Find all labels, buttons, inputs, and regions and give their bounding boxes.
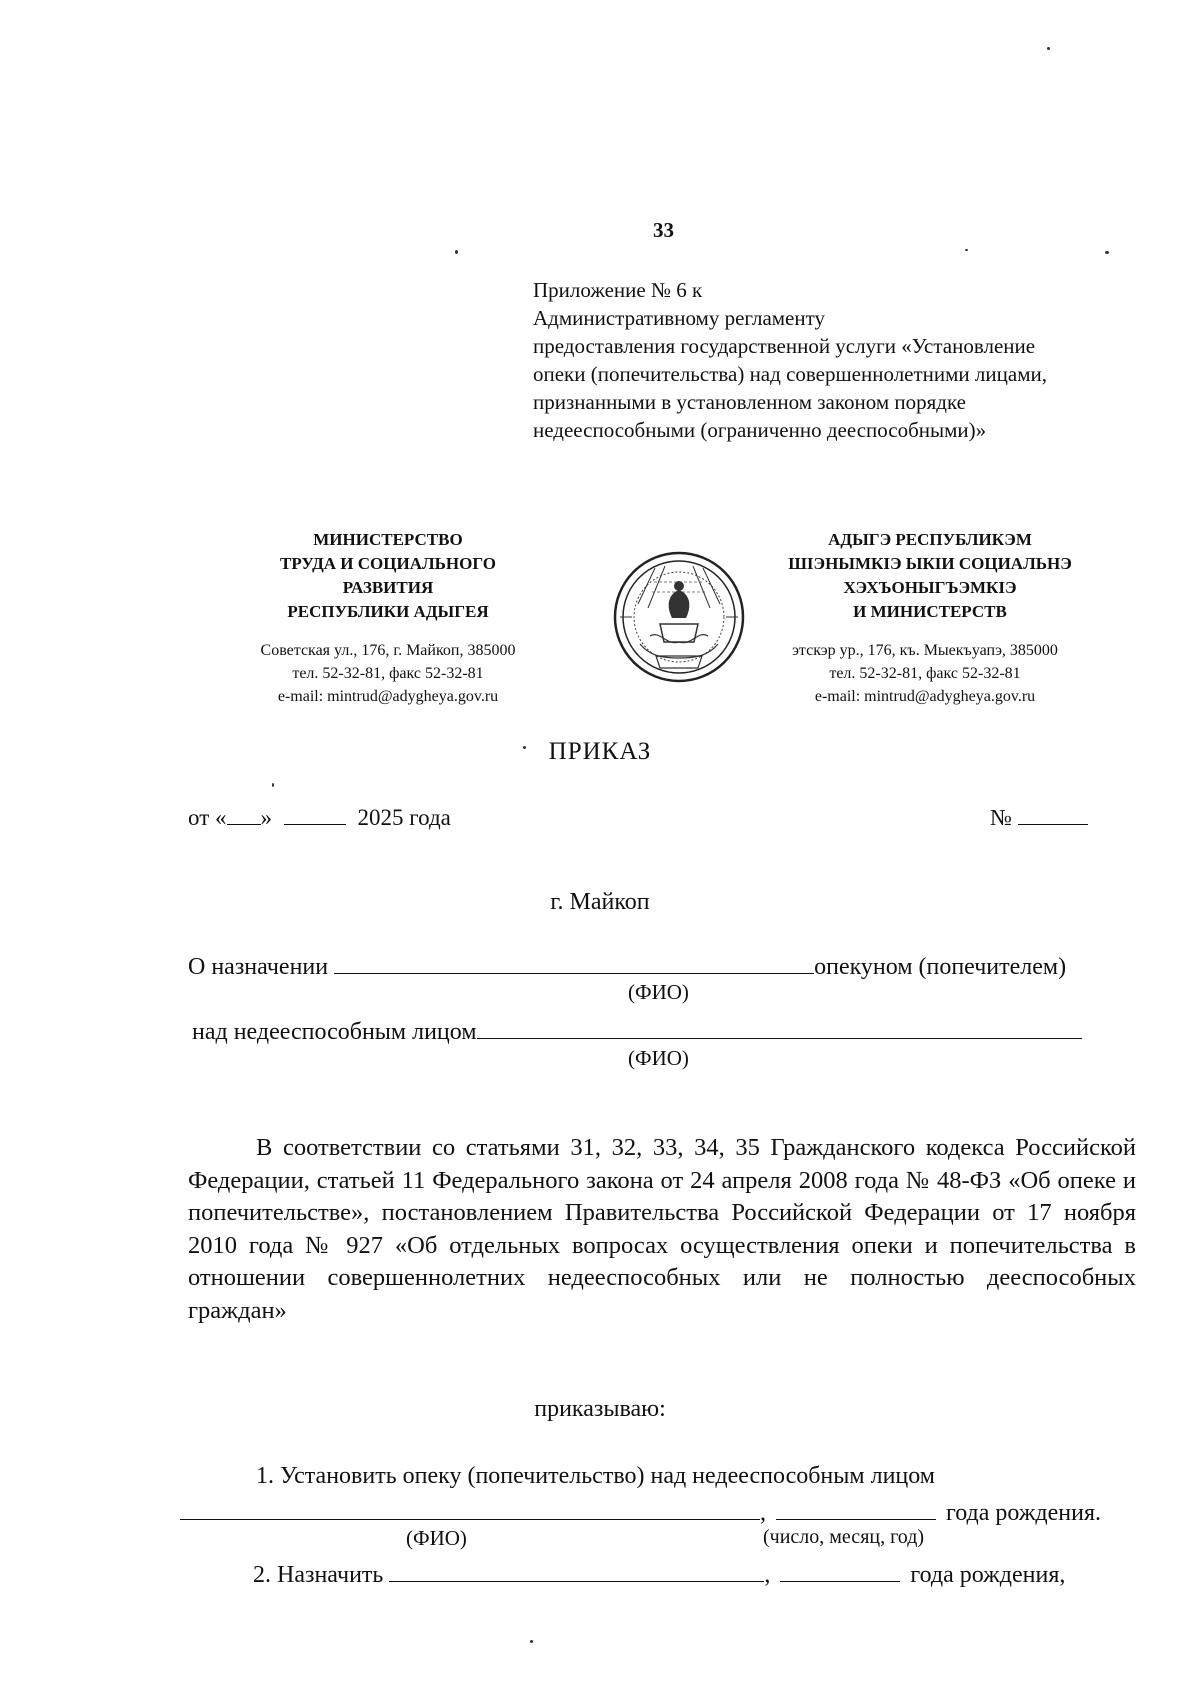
ministry-name-line: РЕСПУБЛИКИ АДЫГЕЯ: [287, 602, 489, 621]
appendix-line: Административному регламенту: [533, 306, 826, 330]
order-number-line: [990, 800, 1088, 831]
fio-label: (ФИО): [628, 1046, 689, 1070]
ministry-name-line: МИНИСТЕРСТВО: [313, 530, 463, 549]
ministry-name-line: ШIЭНЫМКIЭ ЫКIИ СОЦИАЛЬНЭ: [788, 554, 1072, 573]
address: Советская ул., 176, г. Майкоп, 385000: [260, 642, 516, 659]
ministry-name-line: РАЗВИТИЯ: [342, 578, 434, 597]
item-2-text: [253, 1556, 1065, 1589]
phone: тел. 52-32-81, факс 52-32-81: [829, 665, 1021, 682]
city: г. Майкоп: [550, 889, 650, 915]
birth-date-blank: [776, 1494, 936, 1520]
scan-speck: [965, 249, 968, 251]
appendix-line: признанными в установленном законом порядке: [533, 390, 966, 414]
item-2-suffix: года рождения,: [910, 1562, 1066, 1589]
order-word: приказываю:: [534, 1396, 666, 1422]
date-quote-close: »: [260, 805, 272, 831]
ministry-contacts-adyghe: [735, 639, 1115, 708]
item-1-text: 1. Установить опеку (попечительство) над недееспособным лицом: [256, 1463, 935, 1489]
email: e-mail: mintrud@adygheya.gov.ru: [814, 688, 1036, 705]
subject-line-2: [192, 1013, 1082, 1046]
preamble-paragraph: В соответствии со статьями 31, 32, 33, 34, 35 Гражданского кодекса Российской Федерации, статьей 11 Федерального закона от 24 апреля 2008 года № 48-ФЗ «Об опеке и попечительстве», постановлением Правительства Российской Федерации от 17 ноября 2010 года № 927 «Об отдельных вопросах осуществления опеки и попечительства в отношении совершеннолетних недееспособных или не полностью дееспособных граждан»: [188, 1134, 1136, 1324]
address: этскэр ур., 176, къ. Мыекъуапэ, 385000: [792, 642, 1058, 659]
coat-of-arms-icon: [610, 546, 748, 688]
date-label: (число, месяц, год): [763, 1526, 925, 1548]
appendix-line: Приложение № 6 к: [533, 278, 703, 302]
ward-name-blank: [180, 1494, 760, 1520]
ministry-name-line: И МИНИСТЕРСТВ: [853, 602, 1007, 621]
ministry-name-line: ХЭХЪОНЫГЪЭМКIЭ: [843, 578, 1017, 597]
appendix-line: предоставления государственной услуги «Установление: [533, 334, 1036, 358]
ministry-name-russian: [218, 528, 558, 624]
subject-line-1: [188, 948, 1066, 981]
guardian-name-blank: [389, 1556, 764, 1582]
appendix-line: недееспособными (ограниченно дееспособными)»: [533, 418, 987, 442]
order-date-line: [188, 800, 451, 831]
ministry-contacts-russian: [208, 639, 568, 708]
scan-speck: [455, 250, 458, 254]
ward-name-blank: [477, 1013, 1082, 1039]
guardian-name-blank: [334, 948, 814, 974]
scan-speck: [1047, 47, 1050, 50]
ministry-name-adyghe: [740, 528, 1120, 624]
document-title: ПРИКАЗ: [548, 738, 652, 765]
item-2-prefix: 2. Назначить: [253, 1562, 384, 1589]
comma: ,: [760, 1500, 766, 1527]
date-prefix: от «: [188, 805, 227, 831]
month-blank: [284, 800, 346, 825]
day-blank: [227, 800, 261, 825]
scan-speck: [530, 1640, 533, 1643]
comma: ,: [764, 1562, 771, 1589]
item-1-suffix: года рождения.: [946, 1500, 1101, 1527]
subject-prefix: О назначении: [188, 954, 329, 981]
subject-suffix: опекуном (попечителем): [814, 954, 1067, 981]
scan-speck: [272, 783, 274, 787]
ministry-name-line: АДЫГЭ РЕСПУБЛИКЭМ: [828, 530, 1032, 549]
item-1-line-2: [180, 1494, 1101, 1527]
page-number: 33: [653, 218, 674, 242]
ministry-name-line: ТРУДА И СОЦИАЛЬНОГО: [280, 554, 496, 573]
appendix-note: [533, 276, 1133, 444]
scan-speck: [1105, 251, 1109, 254]
birth-date-blank: [780, 1556, 900, 1582]
email: e-mail: mintrud@adygheya.gov.ru: [277, 688, 499, 705]
subject-line2-prefix: над недееспособным лицом: [192, 1019, 477, 1046]
number-blank: [1018, 800, 1088, 825]
date-year: 2025 года: [357, 805, 451, 831]
appendix-line: опеки (попечительства) над совершеннолетними лицами,: [533, 362, 1047, 386]
phone: тел. 52-32-81, факс 52-32-81: [292, 665, 484, 682]
scan-speck: [523, 746, 526, 749]
fio-label: (ФИО): [406, 1526, 467, 1550]
number-sign: №: [990, 805, 1012, 831]
fio-label: (ФИО): [628, 980, 689, 1004]
